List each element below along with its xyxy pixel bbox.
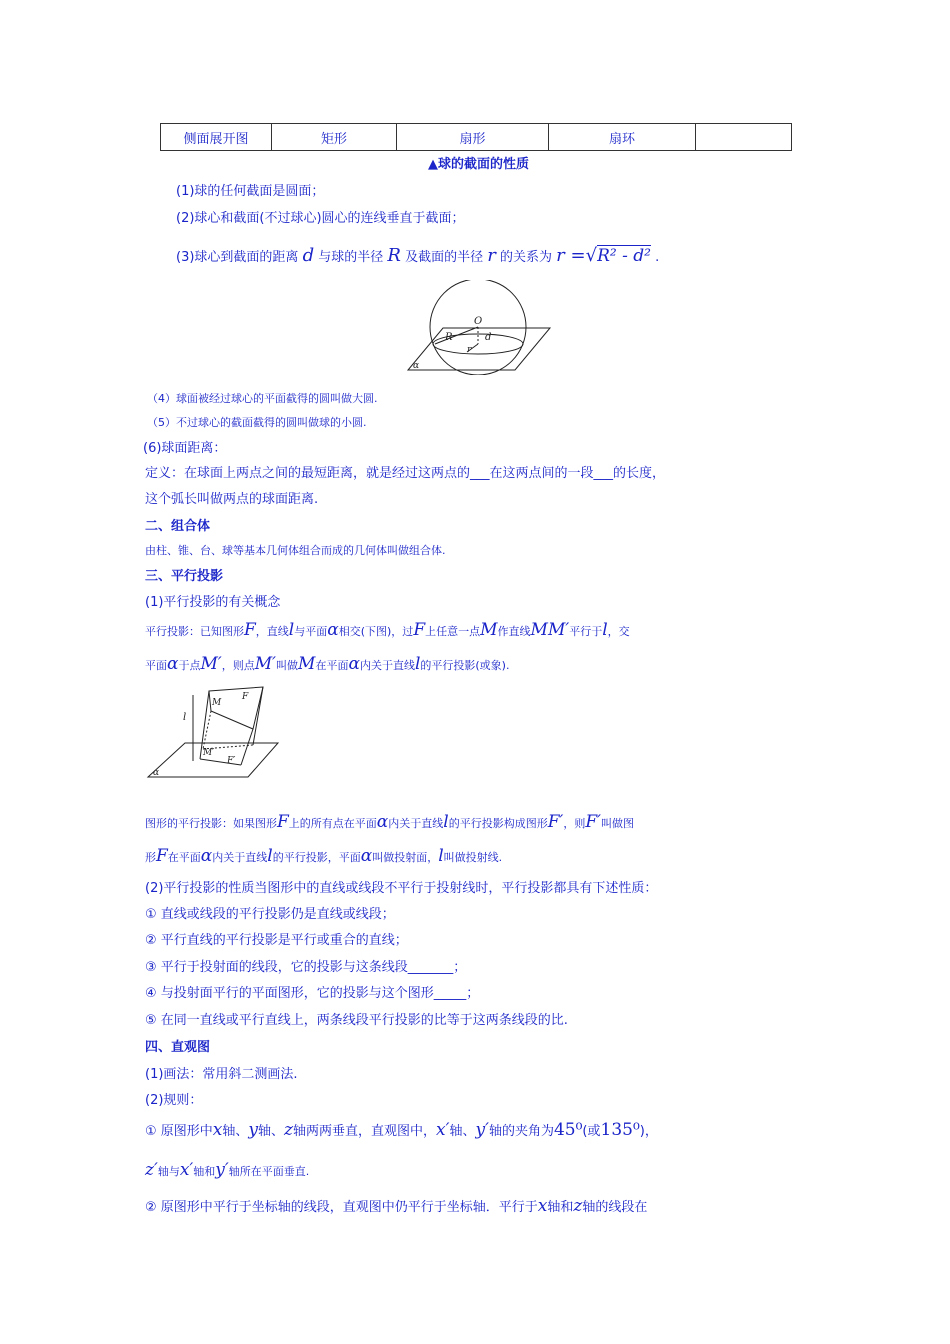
math-r: r bbox=[487, 245, 496, 266]
text: 及截面的半径 bbox=[405, 250, 484, 265]
text: 叫做图 bbox=[601, 817, 635, 830]
math-l: l bbox=[443, 812, 449, 832]
text: 与平面 bbox=[294, 625, 328, 638]
text: 的平行投影，平面 bbox=[272, 851, 361, 864]
math-alpha: α bbox=[360, 846, 373, 866]
label-l: l bbox=[183, 712, 187, 723]
projection-line-1 bbox=[145, 620, 630, 640]
label-d: d bbox=[485, 332, 492, 343]
text: 叫做 bbox=[276, 659, 299, 672]
text: 内关于直线 bbox=[212, 851, 268, 864]
table-cell: 扇环 bbox=[549, 124, 696, 151]
table-cell: 扇形 bbox=[397, 124, 549, 151]
text: 轴、 bbox=[449, 1124, 476, 1139]
text: 作直线 bbox=[497, 625, 531, 638]
math-z-prime: z′ bbox=[145, 1160, 158, 1180]
property-1: (1)球的任何截面是圆面； bbox=[176, 184, 325, 199]
rule-1-line-1 bbox=[145, 1120, 658, 1140]
math-M-prime: M′ bbox=[254, 654, 277, 674]
property-5: （5）不过球心的截面截得的圆叫做球的小圆. bbox=[147, 416, 367, 429]
angle-45: 45⁰ bbox=[553, 1120, 583, 1140]
math-alpha: α bbox=[327, 620, 339, 640]
math-l: l bbox=[438, 846, 444, 866]
label-R: R bbox=[445, 332, 453, 343]
definition-line-2: 这个弧长叫做两点的球面距离. bbox=[145, 492, 319, 507]
label-alpha: α bbox=[413, 361, 420, 371]
text: 轴所在平面垂直. bbox=[228, 1165, 310, 1178]
text: 图形的平行投影：如果图形 bbox=[145, 817, 277, 830]
text: 叫做投射线. bbox=[443, 851, 503, 864]
math-R: R bbox=[387, 245, 401, 266]
text: (或 bbox=[582, 1124, 601, 1139]
text: 轴、 bbox=[222, 1124, 249, 1139]
section-4-title: 四、直观图 bbox=[145, 1040, 211, 1055]
property-4: （4）球面被经过球心的平面截得的圆叫做大圆. bbox=[147, 392, 378, 405]
math-alpha: α bbox=[200, 846, 213, 866]
text: 轴和 bbox=[547, 1200, 574, 1215]
text: 形 bbox=[145, 851, 156, 864]
text: 在平面 bbox=[315, 659, 349, 672]
sphere-section-figure bbox=[405, 280, 555, 375]
math-alpha: α bbox=[167, 654, 179, 674]
table-row bbox=[161, 124, 792, 151]
text: 上的所有点在平面 bbox=[288, 817, 377, 830]
text: 轴的夹角为 bbox=[488, 1124, 554, 1139]
text: ，交 bbox=[607, 625, 630, 638]
section-3-title: 三、平行投影 bbox=[145, 569, 224, 584]
text: 内关于直线 bbox=[388, 817, 444, 830]
formula-left: r = bbox=[556, 245, 586, 266]
math-x-prime: x′ bbox=[436, 1120, 450, 1140]
label-M: M bbox=[212, 698, 222, 708]
math-z: z bbox=[573, 1196, 583, 1216]
math-l: l bbox=[267, 846, 273, 866]
math-F: F bbox=[277, 812, 289, 832]
property-item-2: ② 平行直线的平行投影是平行或重合的直线； bbox=[145, 933, 408, 948]
expansion-table bbox=[160, 123, 792, 151]
section-2-title: 二、组合体 bbox=[145, 519, 211, 534]
text: 在平面 bbox=[167, 851, 201, 864]
math-F: F bbox=[413, 620, 426, 640]
projection-line-2 bbox=[145, 654, 509, 674]
property-2: (2)球心和截面(不过球心)圆心的连线垂直于截面； bbox=[176, 211, 465, 226]
text: 的平行投影构成图形 bbox=[448, 817, 548, 830]
text: )， bbox=[639, 1124, 658, 1139]
math-l: l bbox=[288, 620, 295, 640]
text: 轴的线段在 bbox=[582, 1200, 648, 1215]
text: (3)球心到截面的距离 bbox=[176, 250, 299, 265]
math-y-prime: y′ bbox=[475, 1120, 489, 1140]
formula-right: R² - d² bbox=[597, 246, 651, 266]
math-M-prime: M′ bbox=[200, 654, 222, 674]
math-y: y bbox=[248, 1120, 259, 1140]
label-O: O bbox=[474, 316, 483, 327]
section-4-step-2: (2)规则： bbox=[145, 1093, 203, 1108]
sqrt-icon: √ bbox=[585, 245, 598, 266]
text: ，直线 bbox=[255, 625, 289, 638]
label-F: F bbox=[242, 692, 249, 702]
sphere-section-title: ▲球的截面的性质 bbox=[428, 157, 529, 172]
section-4-step-1: (1)画法：常用斜二测画法. bbox=[145, 1067, 298, 1082]
property-item-5: ⑤ 在同一直线或平行直线上，两条线段平行投影的比等于这两条线段的比. bbox=[145, 1013, 568, 1028]
text: ② 原图形中平行于坐标轴的线段，直观图中仍平行于坐标轴．平行于 bbox=[145, 1200, 538, 1215]
definition-line-1: 定义：在球面上两点之间的最短距离，就是经过这两点的___在这两点间的一段___的长度， bbox=[145, 466, 666, 481]
label-r: r bbox=[467, 345, 472, 355]
projection-figure bbox=[145, 685, 280, 780]
math-l: l bbox=[414, 654, 421, 674]
section-3-subtitle-1: (1)平行投影的有关概念 bbox=[145, 595, 281, 610]
math-F-prime: F′ bbox=[547, 812, 564, 832]
math-M: M bbox=[480, 620, 498, 640]
property-item-1: ① 直线或线段的平行投影仍是直线或线段； bbox=[145, 907, 395, 922]
section-3-subtitle-2: (2)平行投影的性质当图形中的直线或线段不平行于投射线时，平行投影都具有下述性质： bbox=[145, 881, 658, 896]
math-z: z bbox=[284, 1120, 293, 1140]
text: 平行投影：已知图形 bbox=[145, 625, 244, 638]
property-3 bbox=[176, 245, 659, 266]
math-alpha: α bbox=[376, 812, 389, 832]
math-MM: MM′ bbox=[530, 620, 570, 640]
math-x: x bbox=[212, 1120, 223, 1140]
table-cell: 矩形 bbox=[272, 124, 397, 151]
text: 轴和 bbox=[193, 1165, 216, 1178]
text: 叫做投射面， bbox=[372, 851, 439, 864]
math-M: M bbox=[298, 654, 316, 674]
property-item-3: ③ 平行于投射面的线段，它的投影与这条线段_______； bbox=[145, 960, 467, 975]
text: ，则 bbox=[563, 817, 586, 830]
label-alpha: α bbox=[153, 768, 160, 778]
property-item-4: ④ 与投射面平行的平面图形，它的投影与这个图形_____； bbox=[145, 986, 480, 1001]
table-cell: 侧面展开图 bbox=[161, 124, 272, 151]
text: . bbox=[655, 250, 660, 265]
math-x-prime: x′ bbox=[179, 1160, 194, 1180]
label-F-prime: F′ bbox=[227, 756, 236, 766]
text: ① 原图形中 bbox=[145, 1124, 213, 1139]
text: 平行于 bbox=[569, 625, 603, 638]
math-y-prime: y′ bbox=[215, 1160, 229, 1180]
section-2-body: 由柱、锥、台、球等基本几何体组合而成的几何体叫做组合体. bbox=[145, 544, 446, 557]
property-6: (6)球面距离： bbox=[143, 441, 227, 456]
text: 上任意一点 bbox=[425, 625, 481, 638]
text: 与球的半径 bbox=[318, 250, 384, 265]
label-M-prime: M′ bbox=[203, 748, 215, 758]
math-l: l bbox=[602, 620, 608, 640]
math-F: F bbox=[156, 846, 168, 866]
math-F: F bbox=[244, 620, 256, 640]
text: 轴与 bbox=[157, 1165, 180, 1178]
text: 相交(下图)，过 bbox=[338, 625, 414, 638]
text: 的关系为 bbox=[500, 250, 553, 265]
math-alpha: α bbox=[348, 654, 360, 674]
projection-line-4 bbox=[145, 846, 502, 866]
angle-135: 135⁰ bbox=[600, 1120, 640, 1140]
text: 内关于直线 bbox=[359, 659, 415, 672]
text: 轴、 bbox=[258, 1124, 285, 1139]
table-cell bbox=[696, 124, 792, 151]
rule-1-line-2 bbox=[145, 1160, 309, 1180]
text: 轴两两垂直，直观图中， bbox=[293, 1124, 437, 1139]
math-x: x bbox=[537, 1196, 548, 1216]
text: ，则点 bbox=[221, 659, 255, 672]
text: 于点 bbox=[178, 659, 201, 672]
projection-line-3 bbox=[145, 812, 634, 832]
text: 平面 bbox=[145, 659, 167, 672]
text: 的平行投影(或象). bbox=[420, 659, 510, 672]
math-F-prime: F′ bbox=[585, 812, 602, 832]
rule-2-line-1 bbox=[145, 1196, 647, 1216]
math-d: d bbox=[302, 245, 315, 266]
